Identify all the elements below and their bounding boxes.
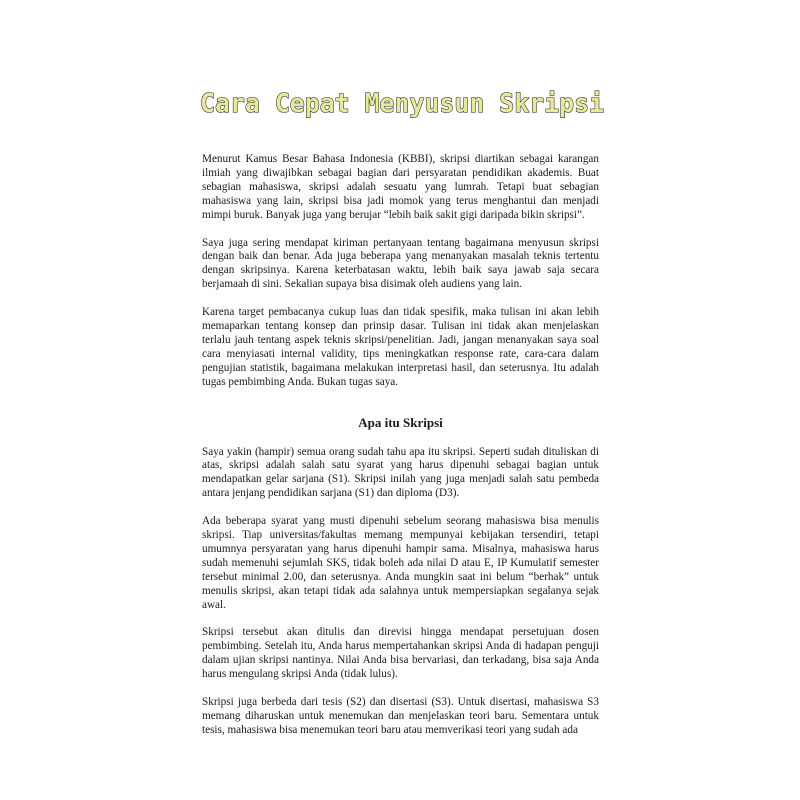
section-heading: Apa itu Skripsi	[358, 414, 443, 430]
section-paragraph-1: Saya yakin (hampir) semua orang sudah tahu apa itu skripsi. Seperti sudah dituliskan di atas, skripsi adalah salah satu syarat yang harus dipenuhi sebagai bagian untuk mendapatkan gelar sarjana (S1). Skripsi inilah yang juga menjadi salah satu pembeda antara jenjang pendidikan sarjana (S1) dan diploma (D3).	[202, 445, 599, 500]
document-title	[198, 72, 608, 122]
section-paragraph-4: Skripsi juga berbeda dari tesis (S2) dan disertasi (S3). Untuk disertasi, mahasiswa S3 memang diharuskan untuk menemukan dan menjelaskan teori baru. Sementara untuk tesis, mahasiswa bisa menemukan teori baru atau memverikasi teori yang sudah ada	[202, 696, 599, 736]
title-text: Cara Cepat Menyusun Skripsi	[200, 89, 604, 119]
wordart-title	[198, 72, 608, 122]
section-paragraph-2: Ada beberapa syarat yang musti dipenuhi sebelum seorang mahasiswa bisa menulis skripsi. Tiap universitas/fakultas memang mempunyai kebijakan tersendiri, tetapi umumnya persyaratan yang harus dipenuhi hampir sama. Misalnya, mahasiswa harus sudah memenuhi sejumlah SKS, tidak boleh ada nilai D atau E, IP Kumulatif semester tersebut minimal 2.00, dan seterusnya. Anda mungkin saat ini belum “berhak” untuk menulis skripsi, akan tetapi tidak ada salahnya untuk mempersiapkan segalanya sejak awal.	[202, 515, 599, 611]
document-body	[202, 153, 599, 752]
section-paragraph-3: Skripsi tersebut akan ditulis dan direvisi hingga mendapat persetujuan dosen pembimbing. Setelah itu, Anda harus mempertahankan skripsi Anda di hadapan penguji dalam ujian skripsi nantinya. Nilai Anda bisa bervariasi, dan terkadang, bisa saja Anda harus mengulang skripsi Anda (tidak lulus).	[202, 626, 599, 681]
intro-paragraph-2: Saya juga sering mendapat kiriman pertanyaan tentang bagaimana menyusun skripsi dengan baik dan benar. Ada juga beberapa yang menanyakan masalah teknis tertentu dengan skripsinya. Karena keterbatasan waktu, lebih baik saya jawab saja secara berjamaah di sini. Sekalian supaya bisa disimak oleh audiens yang lain.	[202, 236, 599, 291]
intro-paragraph-1: Menurut Kamus Besar Bahasa Indonesia (KBBI), skripsi diartikan sebagai karangan ilmiah yang diwajibkan sebagai bagian dari persyaratan pendidikan akademis. Buat sebagian mahasiswa, skripsi adalah sesuatu yang lumrah. Tetapi buat sebagian mahasiswa yang lain, skripsi bisa jadi momok yang terus menghantui dan menjadi mimpi buruk. Banyak juga yang berujar “lebih baik sakit gigi daripada bikin skripsi”.	[202, 153, 599, 221]
intro-paragraph-3: Karena target pembacanya cukup luas dan tidak spesifik, maka tulisan ini akan lebih memaparkan tentang konsep dan prinsip dasar. Tulisan ini tidak akan menjelaskan terlalu jauh tentang aspek teknis skripsi/penelitian. Jadi, jangan menanyakan saya soal cara menyiasati internal validity, tips meningkatkan response rate, cara-cara dalam pengujian statistik, bagaimana melakukan interpretasi hasil, dan seterusnya. Itu adalah tugas pembimbing Anda. Bukan tugas saya.	[202, 306, 599, 388]
